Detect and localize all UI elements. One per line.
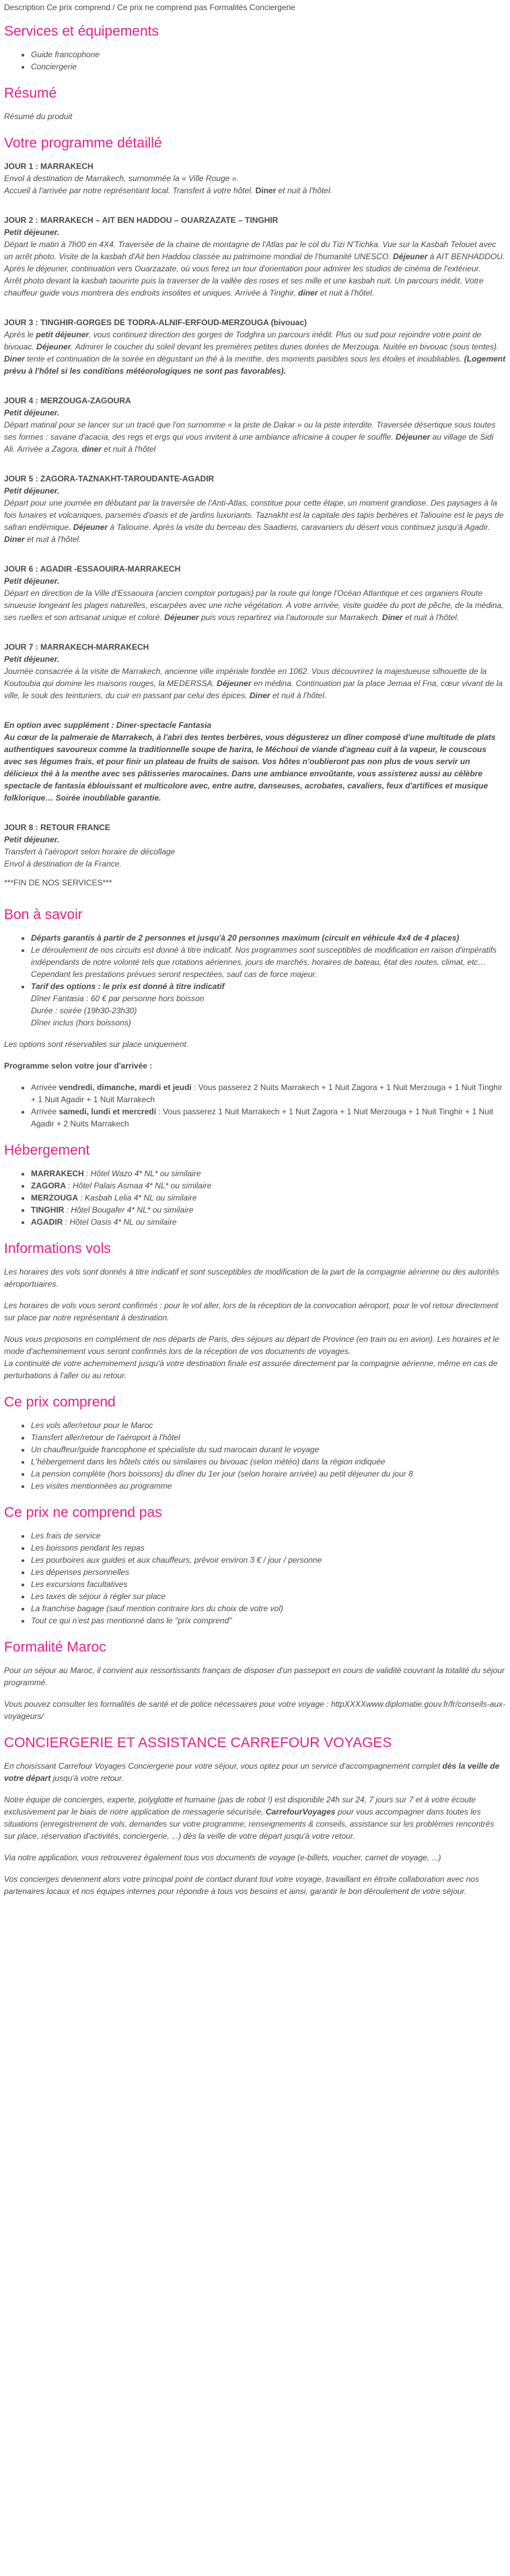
services-item: • Conciergerie: [31, 61, 506, 73]
end-of-services: ***FIN DE NOS SERVICES***: [4, 878, 112, 887]
vols-title: Informations vols: [4, 1241, 111, 1256]
conciergerie-text: En choisissant Carrefour Voyages Conciergerie pour votre séjour, vous optez pour un service d'accompagnement complet dès la veille de votre départ jusqu'à votre retour.: [4, 1761, 500, 1783]
comprend-list: [4, 1419, 506, 1492]
conciergerie-text: Vos concierges deviennent alors votre principal point de contact durant tout votre voyage, travaillant en étroite collaboration avec nos partenaires locaux et nos équipes internes pour répondre à tous vos besoins et ainsi, garantir le bon déroulement de votre séjour.: [4, 1874, 479, 1896]
day-title: JOUR 5 : ZAGORA-TAZNAKHT-TAROUDANTE-AGADIR: [4, 474, 215, 483]
list-item: • Transfert aller/retour de l'aéroport à l'hôtel: [31, 1431, 506, 1444]
list-item: • ZAGORA : Hôtel Palais Asmaa 4* NL* ou similaire: [31, 1180, 506, 1192]
options-tariff-line: Dîner Fantasia : 60 € par personne hors boisson: [31, 994, 205, 1003]
day-text: Départ pour une journée en débutant par la traversée de l'Anti-Atlas, constitue pour cette étape, un moment grandiose. Des paysages à la fois lunaires et volcaniques, parsemés d'oasis et de jardins luxuriants. Taznakht est la capitale des tapis berbères et Taliouine est le pays de safran endémique. Déjeuner à Taliouine. Après la visite du berceau des Saadiens, caravaniers du désert vous continuez jusqu'à Agadir. Diner et nuit à l'hôtel.: [4, 498, 504, 544]
day-subtitle: Petit déjeuner.: [4, 654, 60, 664]
list-item: • Les frais de service: [31, 1530, 506, 1542]
list-item: • Les excursions facultatives: [31, 1578, 506, 1590]
day-title: JOUR 1 : MARRAKECH: [4, 162, 94, 171]
list-item: • Arrivée vendredi, dimanche, mardi et jeudi : Vous passerez 2 Nuits Marrakech + 1 Nuit Zagora + 1 Nuit Merzouga + 1 Nuit Tinghir + 1 Nuit Agadir + 1 Nuit Marrakech: [31, 1081, 506, 1106]
day-title: JOUR 7 : MARRAKECH-MARRAKECH: [4, 642, 149, 652]
day-text: Départ le matin à 7h00 en 4X4. Traversée de la chaine de montagne de l'Atlas par le col du Tizi N'Tichka. Vue sur la Kasbah Telouet avec un arrêt photo. Visite de la kasbah d'Ait ben Haddou classée au patrimoine mondial de l'humanité UNESCO. Déjeuner à AIT BENHADDOU. Après le déjeuner, continuation vers Ouarzazate, où vous ferez un tour d'orientation pour admirer les studios de cinéma de l'extérieur.: [4, 240, 505, 273]
list-item: • Les visites mentionnées au programme: [31, 1480, 506, 1492]
day-title: JOUR 8 : RETOUR FRANCE: [4, 823, 110, 832]
day-subtitle: Petit déjeuner.: [4, 486, 60, 496]
list-item: [31, 980, 506, 1029]
programme-title: Votre programme détaillé: [4, 135, 162, 151]
list-item: • AGADIR : Hôtel Oasis 4* NL ou similaire: [31, 1216, 506, 1228]
formalite-text: Vous pouvez consulter les formalités de santé et de police nécessaires pour votre voyage : httpXXXXwww.diplomatie.gouv.fr/fr/conseils-aux-voyageurs/: [4, 1699, 506, 1721]
vols-text: Les horaires des vols sont donnés à titre indicatif et sont susceptibles de modification de la part de la compagnie aérienne ou des autorités aéroportuaires.: [4, 1267, 499, 1289]
day-text: Envol à destination de Marrakech, surnommée la « Ville Rouge ».: [4, 174, 239, 183]
fantasia-title: En option avec supplément : Diner-spectacle Fantasia: [4, 720, 212, 730]
day-text: Transfert à l'aéroport selon horaire de décollage: [4, 847, 176, 856]
formalite-text: Pour un séjour au Maroc, il convient aux ressortissants français de disposer d'un passeport en cours de validité couvrant la totalité du séjour programmé.: [4, 1666, 505, 1687]
vols-text: La continuité de votre acheminement jusqu'à votre destination finale est assurée directement par la compagnie aérienne, même en cas de perturbations à l'aller ou au retour.: [4, 1359, 498, 1380]
list-item: • TINGHIR : Hôtel Bougafer 4* NL* ou similaire: [31, 1204, 506, 1216]
day-text: Arrêt photo devant la kasbah taourirte puis la traverser de la vallée des roses et ses mille et une kasbah nuit. Un parcours inédit. Votre chauffeur guide vous montrera des endroits insolites et uniques. Arrivée à Tinghir, diner et nuit à l'hôtel.: [4, 276, 484, 298]
list-item: • Les pourboires aux guides et aux chauffeurs, prévoir environ 3 € / jour / personne: [31, 1554, 506, 1566]
resume-text: Résumé du produit: [4, 112, 73, 121]
day-subtitle: Petit déjeuner.: [4, 408, 60, 417]
day-title: JOUR 4 : MERZOUGA-ZAGOURA: [4, 396, 131, 405]
list-item: • La franchise bagage (sauf mention contraire lors du choix de votre vol): [31, 1602, 506, 1615]
day-text: Envol à destination de la France.: [4, 859, 122, 869]
ne-comprend-title: Ce prix ne comprend pas: [4, 1505, 162, 1520]
hebergement-title: Hébergement: [4, 1143, 90, 1158]
breadcrumb: Description Ce prix comprend / Ce prix ne comprend pas Formalités Conciergerie: [4, 3, 295, 12]
fantasia-option: [4, 719, 506, 804]
resume-title: Résumé: [4, 86, 57, 101]
conciergerie-title: CONCIERGERIE ET ASSISTANCE CARREFOUR VOYAGES: [4, 1735, 392, 1751]
list-item: • MERZOUGA : Kasbah Lelia 4* NL ou similaire: [31, 1192, 506, 1204]
day-title: JOUR 2 : MARRAKECH – AIT BEN HADDOU – OUARZAZATE – TINGHIR: [4, 215, 279, 225]
bon-a-savoir-list: [4, 932, 506, 1029]
conciergerie-text: Notre équipe de concierges, experte, polyglotte et humaine (pas de robot !) est disponible 24h sur 24, 7 jours sur 7 et à votre écoute exclusivement par le biais de notre application de messagerie sécurisée, CarrefourVoyages pour vous accompagner dans toutes les situations (enregistrement de vols, demandes sur votre programme, renseignements & conseils, assistance sur les problèmes rencontrés sur place, réservation d'activités, conciergerie, ...) dès la veille de votre départ jusqu'à votre retour.: [4, 1795, 495, 1841]
list-item: • Départs garantis à partir de 2 personnes et jusqu'à 20 personnes maximum (circuit en véhicule 4x4 de 4 places): [31, 932, 506, 944]
list-item: • La pension complète (hors boissons) du dîner du 1er jour (selon horaire arrivée) au petit déjeuner du jour 8: [31, 1468, 506, 1480]
options-reservation-note: Les options sont réservables sur place uniquement.: [4, 1040, 189, 1049]
list-item: • Tout ce qui n'est pas mentionné dans le "prix comprend": [31, 1615, 506, 1627]
services-title: Services et équipements: [4, 24, 159, 39]
fantasia-text: Au cœur de la palmeraie de Marrakech, à l'abri des tentes berbères, vous dégusterez un dîner composé d'une multitude de plats authentiques savoureux comme la traditionnelle soupe de harira, le Méchoui de viande d'agneau cuit à la vapeur, le couscous avec ses légumes frais, et pour finir un plateau de fruits de saison. Vos hôtes n'oublieront pas non plus de vous servir un délicieux thé à la menthe avec ses pâtisseries marocaines. Dans une ambiance envoûtante, vous assisterez aussi au célèbre spectacle de fantasia éblouissant et multicolore avec, entre autre, danseuses, acrobates, cavaliers, feux d'artifices et musique folklorique… Soirée inoubliable garantie.: [4, 733, 496, 803]
day-3: [4, 316, 506, 377]
day-text: Départ en direction de la Ville d'Essaouira (ancien comptoir portugais) par la route qui longe l'Océan Atlantique et ces organiers Route sinueuse longeant les plages naturelles, escarpées avec une riche végétation. À votre arrivée, visite guidée du port de pêche, de la médina, ses ruelles et son artisanat unique et coloré. Déjeuner puis vous repartirez via l'autoroute sur Marrakech. Diner et nuit à l'hôtel.: [4, 588, 504, 622]
day-2: [4, 214, 506, 299]
comprend-title: Ce prix comprend: [4, 1394, 116, 1410]
list-item: • MARRAKECH : Hôtel Wazo 4* NL* ou similaire: [31, 1167, 506, 1180]
ne-comprend-list: [4, 1530, 506, 1627]
day-5: [4, 473, 506, 545]
list-item: • Le déroulement de nos circuits est donné à titre indicatif. Nos programmes sont susceptibles de modification en raison d'impératifs indépendants de notre volonté tels que rotations aériennes, jours de marchés, horaires de bateau, état des routes, climat, etc… Cependant les prestations prévues seront respectées, sauf cas de force majeur.: [31, 944, 506, 980]
formalite-title: Formalité Maroc: [4, 1639, 106, 1655]
day-title: JOUR 3 : TINGHIR-GORGES DE TODRA-ALNIF-ERFOUD-MERZOUGA (bivouac): [4, 318, 307, 327]
programme-arrival-title: Programme selon votre jour d'arrivée :: [4, 1061, 153, 1071]
options-tariff-line: Durée : soirée (19h30-23h30): [31, 1006, 137, 1015]
list-item: • Les taxes de séjour à régler sur place: [31, 1590, 506, 1602]
day-text: Après le petit déjeuner, vous continuez direction des gorges de Todghra un parcours inédit. Plus ou sud pour rejoindre votre point de bivouac. Déjeuner. Admirer le coucher du soleil devant les premières petites dunes dorées de Merzouga. Nuitée en bivouac (sous tentes). Diner tente et continuation de la soirée en dégustant un thé à la menthe, des moments paisibles sous les étoiles et inoubliables. (Logement prévu à l'hôtel si les conditions météorologiques ne sont pas favorables).: [4, 330, 506, 376]
day-6: [4, 563, 506, 623]
bon-a-savoir-title: Bon à savoir: [4, 907, 83, 922]
services-list: [4, 48, 506, 73]
hebergement-list: [4, 1167, 506, 1228]
list-item: • Les dépenses personnelles: [31, 1566, 506, 1578]
list-item: • Un chauffeur/guide francophone et spécialiste du sud marocain durant le voyage: [31, 1444, 506, 1456]
day-text: Accueil à l'arrivée par notre représentant local. Transfert à votre hôtel. Diner et nuit à l'hôtel.: [4, 186, 332, 195]
list-item: • L'hébergement dans les hôtels cités ou similaires ou bivouac (selon météo) dans la région indiquée: [31, 1456, 506, 1468]
day-text: Départ matinal pour se lancer sur un tracé que l'on surnomme « la piste de Dakar » ou la piste interdite. Traversée désertique sous toutes ses formes : savane d'acacia, des regs et ergs qui vous invitent à une ambiance africaine à couper le souffle. Déjeuner au village de Sidi Ali. Arrivée a Zagora, diner et nuit à l'hôtel: [4, 420, 496, 454]
day-text: Journée consacrée à la visite de Marrakech, ancienne ville impériale fondée en 1062. Vous découvrirez la majestueuse silhouette de la Koutoubia qui domine les maisons rouges, la MEDERSSA. Déjeuner en médina. Continuation par la place Jemaa el Fna, cœur vivant de la ville, le souk des teinturiers, du cuir en passant par celui des épices. Diner et nuit à l'hôtel.: [4, 667, 503, 700]
day-8: [4, 821, 506, 889]
list-item: • Les vols aller/retour pour le Maroc: [31, 1419, 506, 1431]
options-tariff-line: Dîner inclus (hors boissons): [31, 1018, 131, 1027]
day-1: [4, 160, 506, 197]
services-item: • Guide francophone: [31, 48, 506, 61]
vols-text: Nous vous proposons en complément de nos départs de Paris, des séjours au départ de Province (en train ou en avion). Les horaires et le mode d'acheminement vous seront confirmés lors de la réception de vos documents de voyages.: [4, 1334, 499, 1356]
list-item: • Les boissons pendant les repas: [31, 1542, 506, 1554]
day-title: JOUR 6 : AGADIR -ESSAOUIRA-MARRAKECH: [4, 564, 181, 574]
list-item: • Arrivée samedi, lundi et mercredi : Vous passerez 1 Nuit Marrakech + 1 Nuit Zagora + 1 Nuit Merzouga + 1 Nuit Tinghir + 1 Nuit Agadir + 2 Nuits Marrakech: [31, 1106, 506, 1130]
conciergerie-text: Via notre application, vous retrouverez également tous vos documents de voyage (e-billets, voucher, carnet de voyage, ...): [4, 1853, 441, 1862]
day-subtitle: Petit déjeuner.: [4, 835, 60, 844]
vols-text: Les horaires de vols vous seront confirmés : pour le vol aller, lors de la réception de la convocation aéroport, pour le vol retour directement sur place par notre représentant à destination.: [4, 1301, 499, 1322]
day-subtitle: Petit déjeuner.: [4, 228, 60, 237]
day-4: [4, 395, 506, 455]
options-tariff-title: • Tarif des options : le prix est donné à titre indicatif: [31, 982, 225, 991]
day-subtitle: Petit déjeuner.: [4, 576, 60, 586]
day-7: [4, 641, 506, 702]
arrival-list: [4, 1081, 506, 1130]
